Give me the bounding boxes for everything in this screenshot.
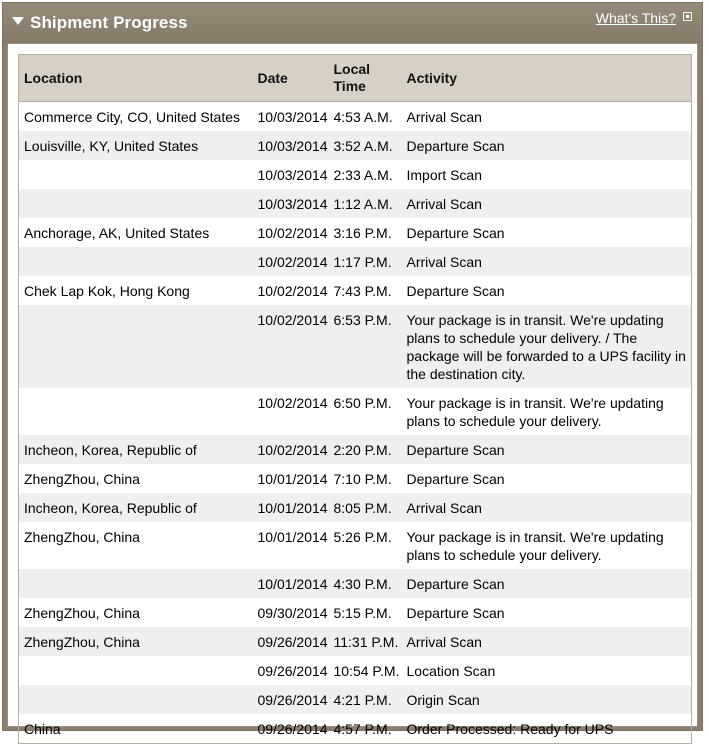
table-row: [19, 656, 692, 685]
cell-location: ZhengZhou, China: [24, 605, 140, 621]
cell-date: 10/03/2014: [257, 109, 328, 125]
cell-date: 10/03/2014: [253, 131, 329, 160]
cell-date: 10/02/2014: [257, 225, 328, 241]
cell-date: 10/03/2014: [253, 189, 329, 218]
cell-time: 1:12 A.M.: [329, 189, 402, 218]
cell-activity: Departure Scan: [406, 605, 505, 621]
cell-location: ZhengZhou, China: [24, 471, 140, 487]
cell-date: 09/26/2014: [253, 627, 329, 656]
cell-activity: Departure Scan: [406, 283, 505, 299]
shipment-progress-table: [18, 54, 692, 744]
cell-activity: Arrival Scan: [402, 493, 692, 522]
cell-time: 1:17 P.M.: [329, 247, 402, 276]
cell-activity: Departure Scan: [406, 471, 505, 487]
cell-activity: Departure Scan: [402, 435, 692, 464]
cell-time: 4:53 A.M.: [333, 109, 393, 125]
cell-activity: Departure Scan: [406, 225, 505, 241]
cell-time: 10:54 P.M.: [333, 663, 400, 679]
cell-date: 10/01/2014: [253, 569, 329, 598]
table-row: [19, 276, 692, 305]
cell-date: 10/02/2014: [253, 435, 329, 464]
cell-date: 10/01/2014: [257, 471, 328, 487]
cell-location: ZhengZhou, China: [19, 627, 253, 656]
whats-this-link[interactable]: What's This?: [595, 10, 676, 26]
shipment-progress-panel: [2, 2, 703, 737]
cell-activity: Departure Scan: [402, 131, 692, 160]
cell-location: [19, 247, 253, 276]
cell-location: [19, 305, 253, 388]
cell-activity: Your package is in transit. We're updating plans to schedule your delivery. / The package will be forwarded to a UPS facility in the destination city.: [402, 305, 692, 388]
cell-location: [19, 388, 253, 435]
cell-activity: Arrival Scan: [402, 627, 692, 656]
cell-date: 10/01/2014: [257, 529, 328, 545]
cell-location: Anchorage, AK, United States: [24, 225, 210, 241]
table-row: [19, 305, 692, 388]
cell-activity: Arrival Scan: [402, 189, 692, 218]
table-row: [19, 435, 692, 464]
cell-date: 10/01/2014: [253, 493, 329, 522]
cell-location: [19, 685, 253, 714]
table-row: [19, 569, 692, 598]
cell-time: 6:53 P.M.: [329, 305, 402, 388]
cell-date: 10/02/2014: [257, 283, 328, 299]
table-row: [19, 102, 692, 132]
header-date: Date: [253, 55, 329, 102]
table-row: [19, 131, 692, 160]
cell-time: 7:10 P.M.: [333, 471, 392, 487]
cell-activity: Your package is in transit. We're updating plans to schedule your delivery.: [406, 529, 664, 563]
cell-date: 10/02/2014: [257, 395, 328, 411]
cell-location: [19, 656, 253, 685]
cell-date: 09/30/2014: [257, 605, 328, 621]
cell-activity: Your package is in transit. We're updating plans to schedule your delivery.: [406, 395, 664, 429]
header-location: Location: [19, 55, 253, 102]
panel-header[interactable]: [3, 3, 702, 43]
cell-date: 09/26/2014: [253, 685, 329, 714]
cell-time: 5:15 P.M.: [333, 605, 392, 621]
cell-date: 09/26/2014: [257, 721, 328, 737]
cell-activity: Origin Scan: [402, 685, 692, 714]
header-local-time: Local Time: [329, 55, 402, 102]
cell-location: Commerce City, CO, United States: [24, 109, 241, 125]
cell-location: [19, 189, 253, 218]
table-row: [19, 218, 692, 247]
cell-time: 4:30 P.M.: [329, 569, 402, 598]
cell-date: 10/02/2014: [253, 305, 329, 388]
cell-location: Incheon, Korea, Republic of: [19, 493, 253, 522]
table-row: [19, 493, 692, 522]
cell-activity: Order Processed: Ready for UPS: [406, 721, 614, 737]
cell-time: 4:57 P.M.: [333, 721, 392, 737]
cell-location: Chek Lap Kok, Hong Kong: [24, 283, 190, 299]
table-row: [19, 598, 692, 627]
cell-location: ZhengZhou, China: [24, 529, 140, 545]
cell-time: 3:16 P.M.: [333, 225, 392, 241]
panel-body: [7, 43, 698, 737]
table-row: [19, 388, 692, 435]
cell-location: Incheon, Korea, Republic of: [19, 435, 253, 464]
cell-time: 11:31 P.M.: [329, 627, 402, 656]
panel-title: Shipment Progress: [30, 13, 188, 32]
table-row: [19, 522, 692, 569]
cell-time: 2:20 P.M.: [329, 435, 402, 464]
table-row: [19, 464, 692, 493]
cell-time: 7:43 P.M.: [333, 283, 392, 299]
cell-location: China: [24, 721, 61, 737]
cell-time: 6:50 P.M.: [333, 395, 392, 411]
table-row: [19, 685, 692, 714]
cell-location: Louisville, KY, United States: [19, 131, 253, 160]
table-header-row: [19, 55, 692, 102]
cell-time: 5:26 P.M.: [333, 529, 392, 545]
cell-date: 09/26/2014: [257, 663, 328, 679]
cell-date: 10/03/2014: [257, 167, 328, 183]
cell-activity: Departure Scan: [402, 569, 692, 598]
triangle-down-icon[interactable]: [12, 17, 24, 25]
table-row: [19, 160, 692, 189]
cell-location: [19, 569, 253, 598]
header-activity: Activity: [402, 55, 692, 102]
table-row: [19, 247, 692, 276]
popup-icon[interactable]: [683, 12, 692, 21]
table-row: [19, 714, 692, 744]
cell-activity: Location Scan: [406, 663, 496, 679]
cell-time: 2:33 A.M.: [333, 167, 393, 183]
cell-location: [19, 160, 253, 189]
cell-time: 3:52 A.M.: [329, 131, 402, 160]
cell-time: 8:05 P.M.: [329, 493, 402, 522]
table-row: [19, 189, 692, 218]
cell-activity: Arrival Scan: [406, 109, 482, 125]
cell-activity: Arrival Scan: [402, 247, 692, 276]
cell-date: 10/02/2014: [253, 247, 329, 276]
table-row: [19, 627, 692, 656]
cell-time: 4:21 P.M.: [329, 685, 402, 714]
cell-activity: Import Scan: [406, 167, 482, 183]
